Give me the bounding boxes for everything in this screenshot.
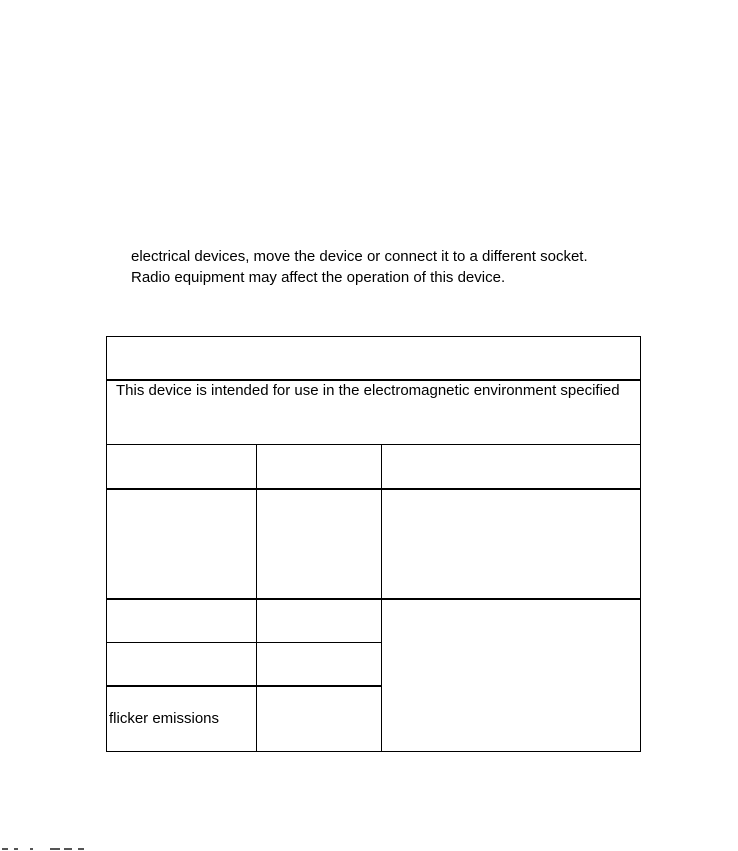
footer-scan-marks [0, 846, 110, 851]
table-row-label-flicker: flicker emissions [109, 710, 220, 727]
table-header-rule [106, 488, 641, 490]
table-title-rule [106, 379, 641, 381]
table-row1-rule [106, 598, 641, 600]
table-column-rule-2 [381, 444, 382, 752]
table-border-right [640, 336, 641, 752]
table-intro-text: This device is intended for use in the electromagnetic environment specified [116, 382, 620, 399]
table-row2-rule [106, 642, 382, 643]
body-text-line-2: Radio equipment may affect the operation of this device. [131, 269, 506, 286]
table-border-bottom [106, 751, 641, 752]
table-border-top [106, 336, 641, 337]
table-row3-rule [106, 685, 382, 687]
table-column-rule-1 [256, 444, 257, 752]
body-text-line-1: electrical devices, move the device or connect it to a different socket. [131, 248, 588, 265]
table-intro-rule [106, 444, 641, 445]
emc-table [106, 336, 641, 752]
table-border-left [106, 336, 107, 752]
